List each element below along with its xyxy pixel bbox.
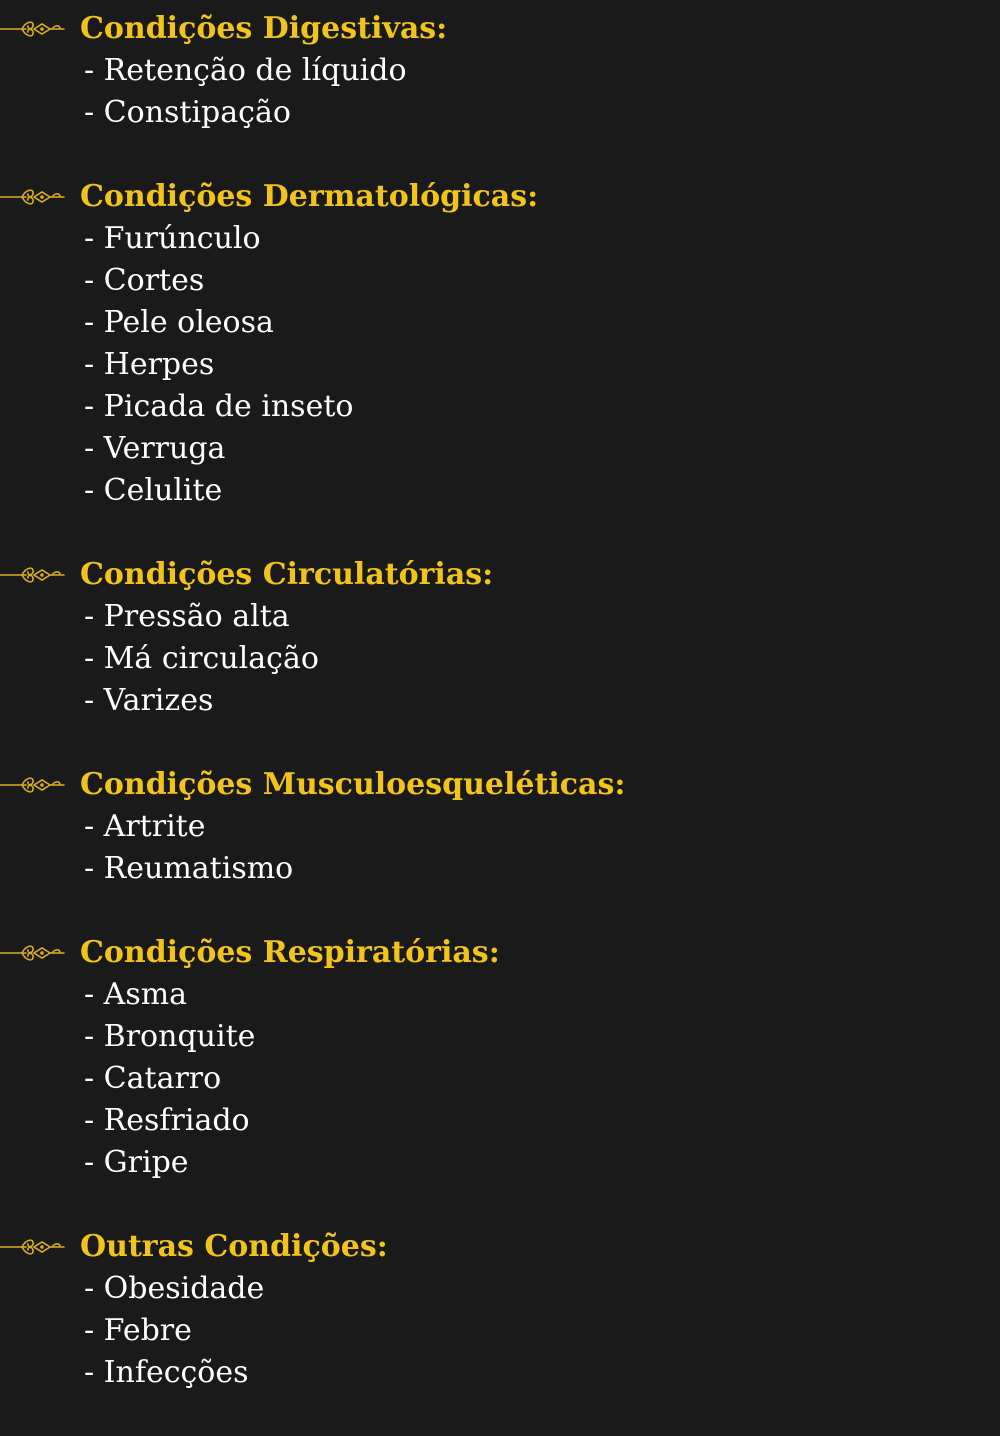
flourish-arrow-icon [0,1230,66,1264]
flourish-arrow-icon [0,12,66,46]
flourish-arrow-icon [0,936,66,970]
list-item: - Catarro [84,1061,222,1096]
list-item: - Bronquite [84,1019,256,1054]
section-title: Condições Dermatológicas: [80,179,539,214]
section-heading-row [0,932,1000,974]
section-items [0,1268,1000,1394]
list-item: - Pele oleosa [84,305,274,340]
list-item: - Resfriado [84,1103,250,1138]
list-item: - Artrite [84,809,206,844]
section-items [0,974,1000,1184]
section-heading-row [0,764,1000,806]
section-title: Condições Digestivas: [80,11,448,46]
condition-section [0,554,1000,722]
flourish-arrow-icon [0,180,66,214]
conditions-list [0,8,1000,1436]
list-item: - Reumatismo [84,851,294,886]
list-item: - Gripe [84,1145,189,1180]
list-item: - Retenção de líquido [84,53,407,88]
section-items [0,806,1000,890]
condition-section [0,764,1000,890]
list-item: - Febre [84,1313,192,1348]
section-title: Condições Respiratórias: [80,935,500,970]
section-title: Condições Circulatórias: [80,557,494,592]
section-title: Condições Musculoesqueléticas: [80,767,626,802]
condition-section [0,8,1000,134]
flourish-arrow-icon [0,558,66,592]
list-item: - Celulite [84,473,223,508]
list-item: - Pressão alta [84,599,290,634]
list-item: - Verruga [84,431,226,466]
section-heading-row [0,176,1000,218]
list-item: - Varizes [84,683,214,718]
list-item: - Furúnculo [84,221,261,256]
list-item: - Cortes [84,263,205,298]
condition-section [0,1226,1000,1394]
list-item: - Herpes [84,347,215,382]
list-item: - Constipação [84,95,291,130]
condition-section [0,932,1000,1184]
section-items [0,596,1000,722]
section-heading-row [0,8,1000,50]
list-item: - Picada de inseto [84,389,354,424]
section-heading-row [0,554,1000,596]
section-items [0,218,1000,512]
flourish-arrow-icon [0,768,66,802]
section-items [0,50,1000,134]
list-item: - Má circulação [84,641,319,676]
list-item: - Infecções [84,1355,249,1390]
section-title: Outras Condições: [80,1229,388,1264]
list-item: - Obesidade [84,1271,265,1306]
condition-section [0,176,1000,512]
list-item: - Asma [84,977,188,1012]
section-heading-row [0,1226,1000,1268]
